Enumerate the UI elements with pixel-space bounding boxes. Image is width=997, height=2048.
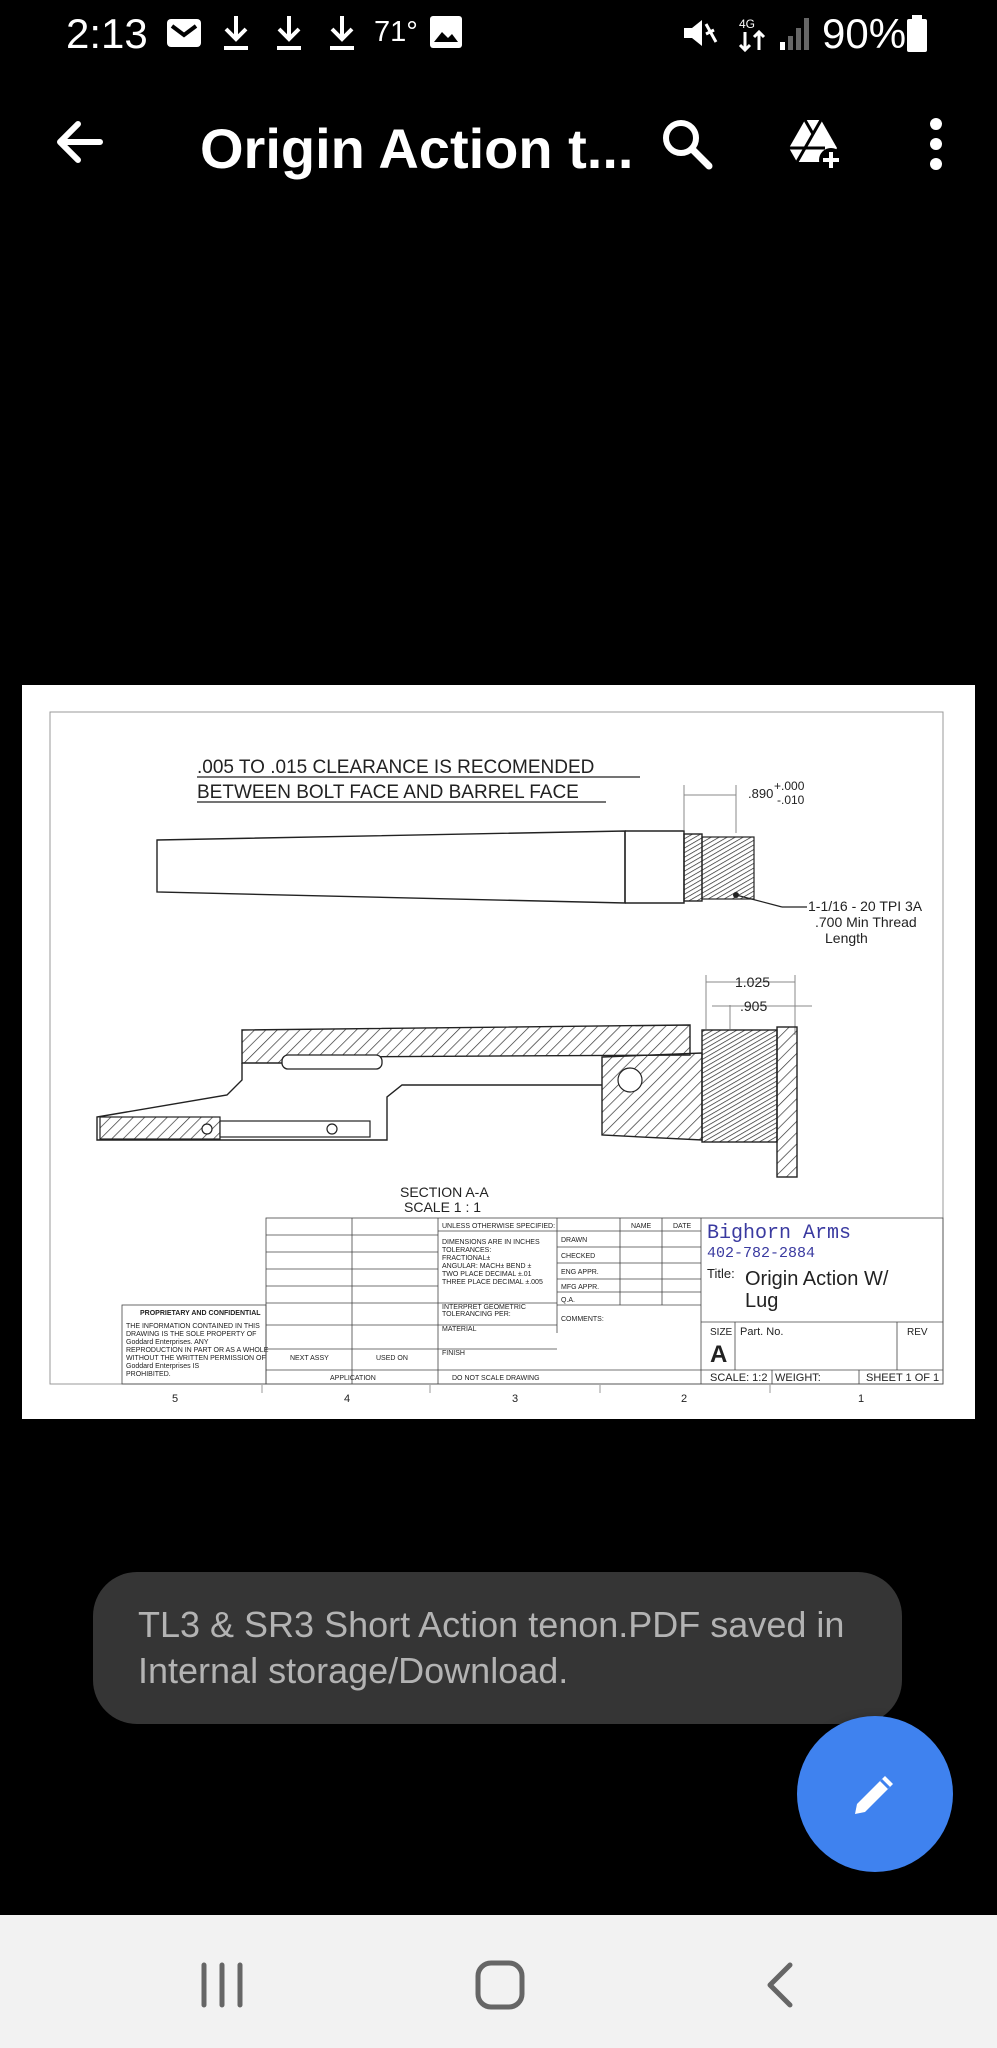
section-scale: SCALE 1 : 1 [404,1199,482,1215]
status-bar [0,0,997,66]
prop-line3: Goddard Enterprises. ANY [126,1339,209,1346]
company-name: Bighorn Arms [707,1222,852,1245]
document-title: Origin Action t... [200,117,634,180]
download-icon [220,14,252,52]
svg-text:4G: 4G [739,17,756,31]
angular: ANGULAR: MACH± BEND ± [442,1263,532,1270]
three-place: THREE PLACE DECIMAL ±.005 [442,1279,543,1286]
image-icon [428,14,464,50]
used-on: USED ON [376,1355,408,1362]
signal-icon [778,14,812,52]
recents-icon[interactable] [192,1955,252,2015]
title-value-line1: Origin Action W/ [745,1268,889,1290]
prop-line7: PROHIBITED. [126,1371,171,1378]
dim-905: .905 [740,998,768,1014]
more-vert-icon[interactable] [906,114,966,174]
toast-message: TL3 & SR3 Short Action tenon.PDF saved in Internal storage/Download. [138,1604,845,1691]
prop-line5: WITHOUT THE WRITTEN PERMISSION OF [126,1355,266,1362]
search-icon[interactable] [657,114,717,174]
dim-890: .890 [748,786,774,801]
title-label: Title: [707,1266,735,1281]
clearance-note-line2: BETWEEN BOLT FACE AND BARREL FACE [197,782,579,803]
two-place: TWO PLACE DECIMAL ±.01 [442,1271,532,1278]
pdf-page[interactable] [22,685,975,1419]
material: MATERIAL [442,1326,477,1333]
mute-icon [680,14,720,52]
download-icon [273,14,305,52]
zone-markers [172,1385,864,1405]
scale-label: SCALE: 1:2 [710,1372,768,1384]
drawn: DRAWN [561,1237,588,1244]
zone-3: 3 [512,1393,519,1405]
checked: CHECKED [561,1253,596,1260]
zone-5: 5 [172,1393,179,1405]
toast-notification [93,1572,902,1724]
dim-890-minus: -.010 [777,793,805,807]
mfg-appr: MFG APPR. [561,1284,600,1291]
back-icon[interactable] [752,1955,812,2015]
company-phone: 402-782-2884 [707,1245,816,1262]
name-header: NAME [631,1223,652,1230]
back-arrow-icon[interactable] [50,112,110,172]
date-header: DATE [673,1223,692,1230]
do-not-scale: DO NOT SCALE DRAWING [452,1375,540,1382]
next-assy: NEXT ASSY [290,1355,329,1362]
data-icon [737,14,767,54]
dim-890-plus: +.000 [774,779,805,793]
edit-pencil-icon [845,1764,905,1824]
battery-icon [905,14,929,54]
prop-line1: THE INFORMATION CONTAINED IN THIS [126,1323,260,1330]
qa: Q.A. [561,1297,576,1304]
thread-spec-line2: .700 Min Thread [815,914,917,930]
comments: COMMENTS: [561,1316,604,1323]
tolerancing: TOLERANCING PER: [442,1311,511,1318]
home-icon[interactable] [470,1955,530,2015]
title-value-line2: Lug [745,1290,779,1312]
size-value: A [710,1341,728,1368]
size-label: SIZE [710,1327,733,1338]
edit-fab-button[interactable] [797,1716,953,1872]
prop-line6: Goddard Enterprises IS [126,1363,200,1370]
thread-spec-line1: 1-1/16 - 20 TPI 3A [808,898,923,914]
fractional: FRACTIONAL± [442,1255,491,1262]
status-battery: 90% [822,10,907,57]
sheet-label: SHEET 1 OF 1 [866,1372,940,1384]
prop-line2: DRAWING IS THE SOLE PROPERTY OF [126,1331,257,1338]
proprietary-title: PROPRIETARY AND CONFIDENTIAL [140,1310,261,1317]
section-label: SECTION A-A [400,1184,489,1200]
technical-drawing [22,685,975,1419]
application: APPLICATION [330,1375,376,1382]
status-temperature: 71° [374,16,418,48]
zone-4: 4 [344,1393,351,1405]
tolerances: TOLERANCES: [442,1247,492,1254]
weight-label: WEIGHT: [775,1372,821,1384]
action-section-view [97,1025,797,1177]
clearance-note-line1: .005 TO .015 CLEARANCE IS RECOMENDED [197,757,595,778]
rev-label: REV [907,1327,928,1338]
drive-add-icon[interactable] [785,114,845,174]
zone-2: 2 [681,1393,688,1405]
prop-line4: REPRODUCTION IN PART OR AS A WHOLE [126,1347,269,1354]
status-time: 2:13 [66,10,148,57]
zone-1: 1 [858,1393,865,1405]
dims-note: DIMENSIONS ARE IN INCHES [442,1239,540,1246]
eng-appr: ENG APPR. [561,1269,599,1276]
download-icon [326,14,358,52]
dim-1025: 1.025 [735,974,771,990]
part-no: Part. No. [740,1326,784,1338]
app-bar [0,90,997,200]
system-nav-bar [0,1915,997,2048]
mail-icon [165,14,203,52]
unless-specified: UNLESS OTHERWISE SPECIFIED: [442,1223,556,1230]
finish: FINISH [442,1350,465,1357]
barrel-profile [157,831,754,903]
interpret: INTERPRET GEOMETRIC [442,1304,526,1311]
thread-spec-line3: Length [825,930,868,946]
